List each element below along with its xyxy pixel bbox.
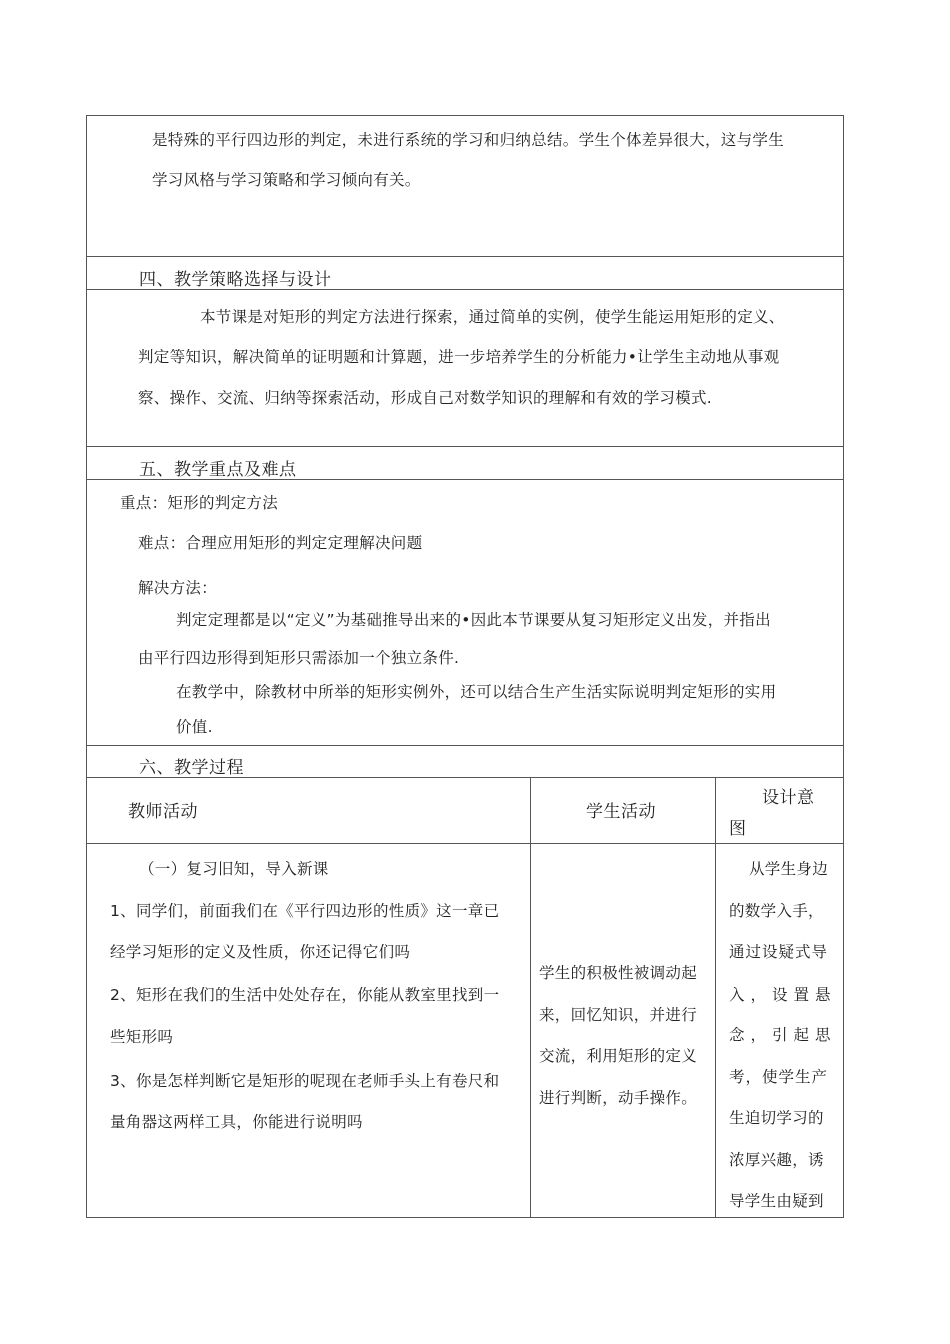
student-activity-line: 交流，利用矩形的定义	[539, 1047, 698, 1065]
paragraph-line: 由平行四边形得到矩形只需添加一个独立条件.	[138, 649, 460, 667]
section-heading: 四、教学策略选择与设计	[139, 270, 332, 290]
method-label: 解决方法：	[138, 579, 218, 597]
divider	[86, 446, 844, 447]
divider	[86, 745, 844, 746]
teacher-activity-line: 经学习矩形的定义及性质，你还记得它们吗	[110, 943, 411, 961]
student-activity-line: 进行判断，动手操作。	[539, 1089, 698, 1107]
student-activity-line: 来，回忆知识，并进行	[539, 1006, 698, 1024]
design-intent-line: 的数学入手，	[729, 902, 824, 920]
design-intent-line: 念，引起思	[729, 1026, 837, 1044]
paragraph-line: 判定定理都是以“定义”为基础推导出来的•因此本节课要从复习矩形定义出发，并指出	[176, 611, 771, 629]
section-heading: 六、教学过程	[139, 758, 244, 778]
design-intent-line: 通过设疑式导	[729, 943, 829, 961]
teacher-activity-line: 1、同学们，前面我们在《平行四边形的性质》这一章已	[110, 902, 500, 920]
paragraph-line: 在教学中，除教材中所举的矩形实例外，还可以结合生产生活实际说明判定矩形的实用	[176, 683, 777, 701]
teacher-activity-line: 2、矩形在我们的生活中处处存在，你能从教室里找到一	[110, 986, 500, 1004]
design-intent-line: 从学生身边	[749, 860, 829, 878]
table-header-design: 图	[729, 819, 747, 839]
difficulty: 难点：合理应用矩形的判定定理解决问题	[138, 534, 423, 552]
paragraph-line: 本节课是对矩形的判定方法进行探索，通过简单的实例，使学生能运用矩形的定义、	[200, 308, 785, 326]
table-header-student: 学生活动	[586, 802, 656, 822]
design-intent-line: 入，设置悬	[729, 986, 837, 1004]
table-header-teacher: 教师活动	[128, 802, 198, 822]
key-point: 重点：矩形的判定方法	[120, 494, 279, 512]
table-column-divider	[715, 777, 716, 1218]
paragraph-line: 判定等知识，解决简单的证明题和计算题，进一步培养学生的分析能力•让学生主动地从事观	[138, 348, 780, 366]
paragraph-line: 价值.	[176, 718, 213, 736]
design-intent-line: 生迫切学习的	[729, 1109, 824, 1127]
teacher-activity-line: 量角器这两样工具，你能进行说明吗	[110, 1113, 363, 1131]
paragraph-line: 察、操作、交流、归纳等探索活动，形成自己对数学知识的理解和有效的学习模式.	[138, 389, 713, 407]
table-column-divider	[530, 777, 531, 1218]
teacher-activity-line: 些矩形吗	[110, 1028, 174, 1046]
design-intent-line: 导学生由疑到	[729, 1192, 824, 1210]
analysis-line: 是特殊的平行四边形的判定，未进行系统的学习和归纳总结。学生个体差异很大，这与学生	[152, 131, 785, 149]
design-intent-line: 浓厚兴趣，诱	[729, 1151, 824, 1169]
section-heading: 五、教学重点及难点	[139, 460, 297, 480]
table-header-design: 设计意	[762, 788, 815, 808]
design-intent-line: 考，使学生产	[729, 1068, 829, 1086]
divider	[86, 843, 844, 844]
teacher-activity-line: （一）复习旧知，导入新课	[139, 860, 329, 878]
teacher-activity-line: 3、你是怎样判断它是矩形的呢现在老师手头上有卷尺和	[110, 1072, 500, 1090]
student-activity-line: 学生的积极性被调动起	[539, 964, 698, 982]
divider	[86, 256, 844, 257]
analysis-line: 学习风格与学习策略和学习倾向有关。	[152, 171, 421, 189]
